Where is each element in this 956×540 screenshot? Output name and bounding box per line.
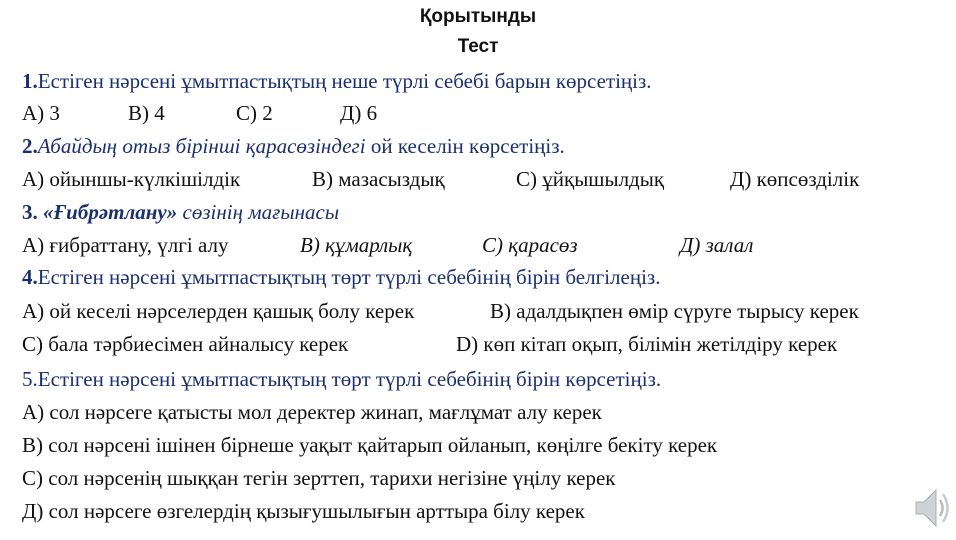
question-number: 3.: [22, 200, 38, 224]
option-d[interactable]: Д) көпсөзділік: [730, 167, 860, 191]
option-a[interactable]: А) ой кеселі нәрселерден қашық болу керек: [22, 299, 415, 323]
question-3: [22, 199, 339, 225]
option-c[interactable]: С) ұйқышылдық: [516, 167, 665, 191]
option-b[interactable]: В) 4: [128, 101, 165, 125]
options-2: [22, 166, 922, 192]
option-d[interactable]: Д) сол нәрсеге өзгелердің қызығушылығын арттыра білу керек: [22, 499, 585, 523]
option-c[interactable]: С) бала тәрбиесімен айналысу керек: [22, 332, 349, 356]
question-text: Естіген нәрсені ұмытпастықтың неше түрлі себебі барын көрсетіңіз.: [37, 69, 652, 93]
question-number: 1.: [22, 69, 38, 93]
page-title: Қорытынды: [419, 6, 537, 27]
option-b[interactable]: В) адалдықпен өмір сүруге тырысу керек: [490, 299, 859, 323]
option-a[interactable]: А) 3: [22, 101, 60, 125]
speaker-icon[interactable]: [912, 482, 952, 534]
speaker-icon-svg: [912, 482, 952, 534]
question-number: 4.: [22, 265, 38, 289]
question-4: [22, 264, 660, 290]
option-a[interactable]: А) ойыншы-күлкішілдік: [22, 167, 241, 191]
options-3: [22, 232, 922, 258]
options-1: [22, 100, 922, 126]
option-d[interactable]: D) көп кітап оқып, білімін жетілдіру керек: [456, 332, 838, 356]
option-c[interactable]: С) сол нәрсенің шыққан тегін зерттеп, тарихи негізіне үңілу керек: [22, 466, 616, 490]
option-b[interactable]: В) сол нәрсені ішінен бірнеше уақыт қайтарып ойланып, көңілге бекіту керек: [22, 433, 718, 457]
question-number: 2.: [22, 134, 38, 158]
option-c[interactable]: С) 2: [236, 101, 273, 125]
question-text: ой кеселін көрсетіңіз.: [365, 134, 565, 158]
option-a[interactable]: А) ғибраттану, үлгі алу: [22, 233, 229, 257]
question-text: сөзінің мағынасы: [177, 200, 340, 224]
option-b[interactable]: В) құмарлық: [300, 233, 413, 257]
question-text-bold: «Ғибрәтлану»: [37, 200, 178, 224]
option-b[interactable]: В) мазасыздық: [312, 167, 445, 191]
question-number: 5.: [22, 367, 38, 391]
question-text-italic: Абайдың отыз бірінші қарасөзіндегі: [37, 134, 366, 158]
question-text: Естіген нәрсені ұмытпастықтың төрт түрлі себебінің бірін көрсетіңіз.: [37, 367, 662, 391]
options-4a: [22, 298, 922, 324]
page-subtitle: Тест: [457, 36, 499, 57]
question-1: [22, 68, 652, 94]
option-d[interactable]: Д) залал: [680, 233, 754, 257]
option-d[interactable]: Д) 6: [340, 101, 378, 125]
options-4b: [22, 331, 922, 357]
option-c[interactable]: С) қарасөз: [482, 233, 578, 257]
option-a[interactable]: А) сол нәрсеге қатысты мол деректер жинап, мағлұмат алу керек: [22, 400, 602, 424]
question-text: Естіген нәрсені ұмытпастықтың төрт түрлі себебінің бірін белгілеңіз.: [37, 265, 661, 289]
question-2: [22, 133, 565, 159]
question-5: [22, 366, 661, 392]
